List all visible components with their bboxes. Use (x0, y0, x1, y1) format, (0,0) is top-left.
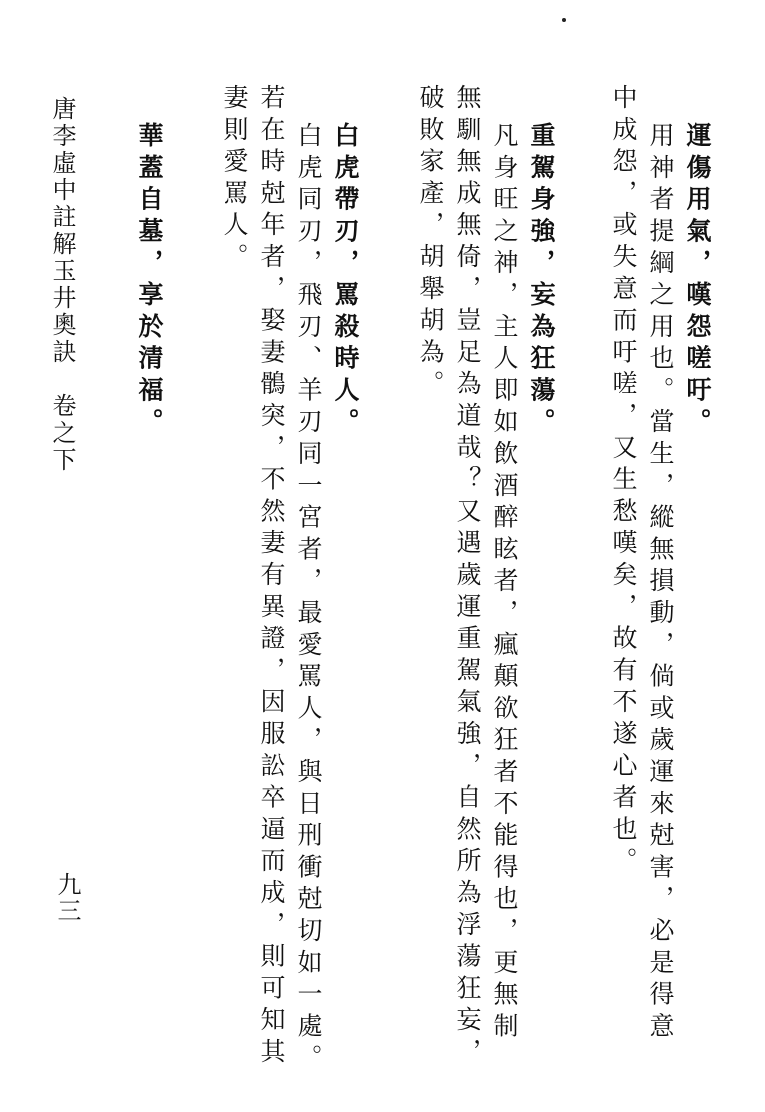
heading-2: 重駕身強，妄為狂蕩。 (527, 122, 556, 440)
text-column: 凡身旺之神，主人即如飲酒醉眩者，瘋顛欲狂者不能得也，更無制 (490, 122, 519, 1045)
page-number: 九三 (53, 872, 81, 924)
text-column: 妻則愛罵人。 (220, 84, 249, 275)
text-column: 白虎同刃，飛刃、羊刃同一宮者，最愛罵人，與日刑衝尅切如一處。 (294, 122, 323, 1076)
heading-4: 華蓋自墓，享於清福。 (135, 122, 164, 440)
text-column: 無馴無成無倚，豈足為道哉？又遇歲運重駕氣強，自然所為浮蕩狂妄， (453, 84, 482, 1070)
text-column: 用神者提綱之用也。當生，縱無損動，倘或歲運來尅害，必是得意 (646, 122, 675, 1045)
text-column: 若在時尅年者，娶妻鶻突，不然妻有異證，因服訟卒逼而成，則可知其 (257, 84, 286, 1070)
text-column: 破敗家產，胡舉胡為。 (416, 84, 445, 402)
heading-1: 運傷用氣，嘆怨嗟吁。 (683, 122, 712, 440)
text-column: 中成怨，或失意而吁嗟，又生愁嘆矣，故有不遂心者也。 (609, 84, 638, 879)
heading-3: 白虎帶刃，罵殺時人。 (331, 122, 360, 440)
running-title: 唐李虛中註解玉井奧訣 卷之下 (48, 96, 76, 474)
scan-speck (562, 18, 566, 22)
